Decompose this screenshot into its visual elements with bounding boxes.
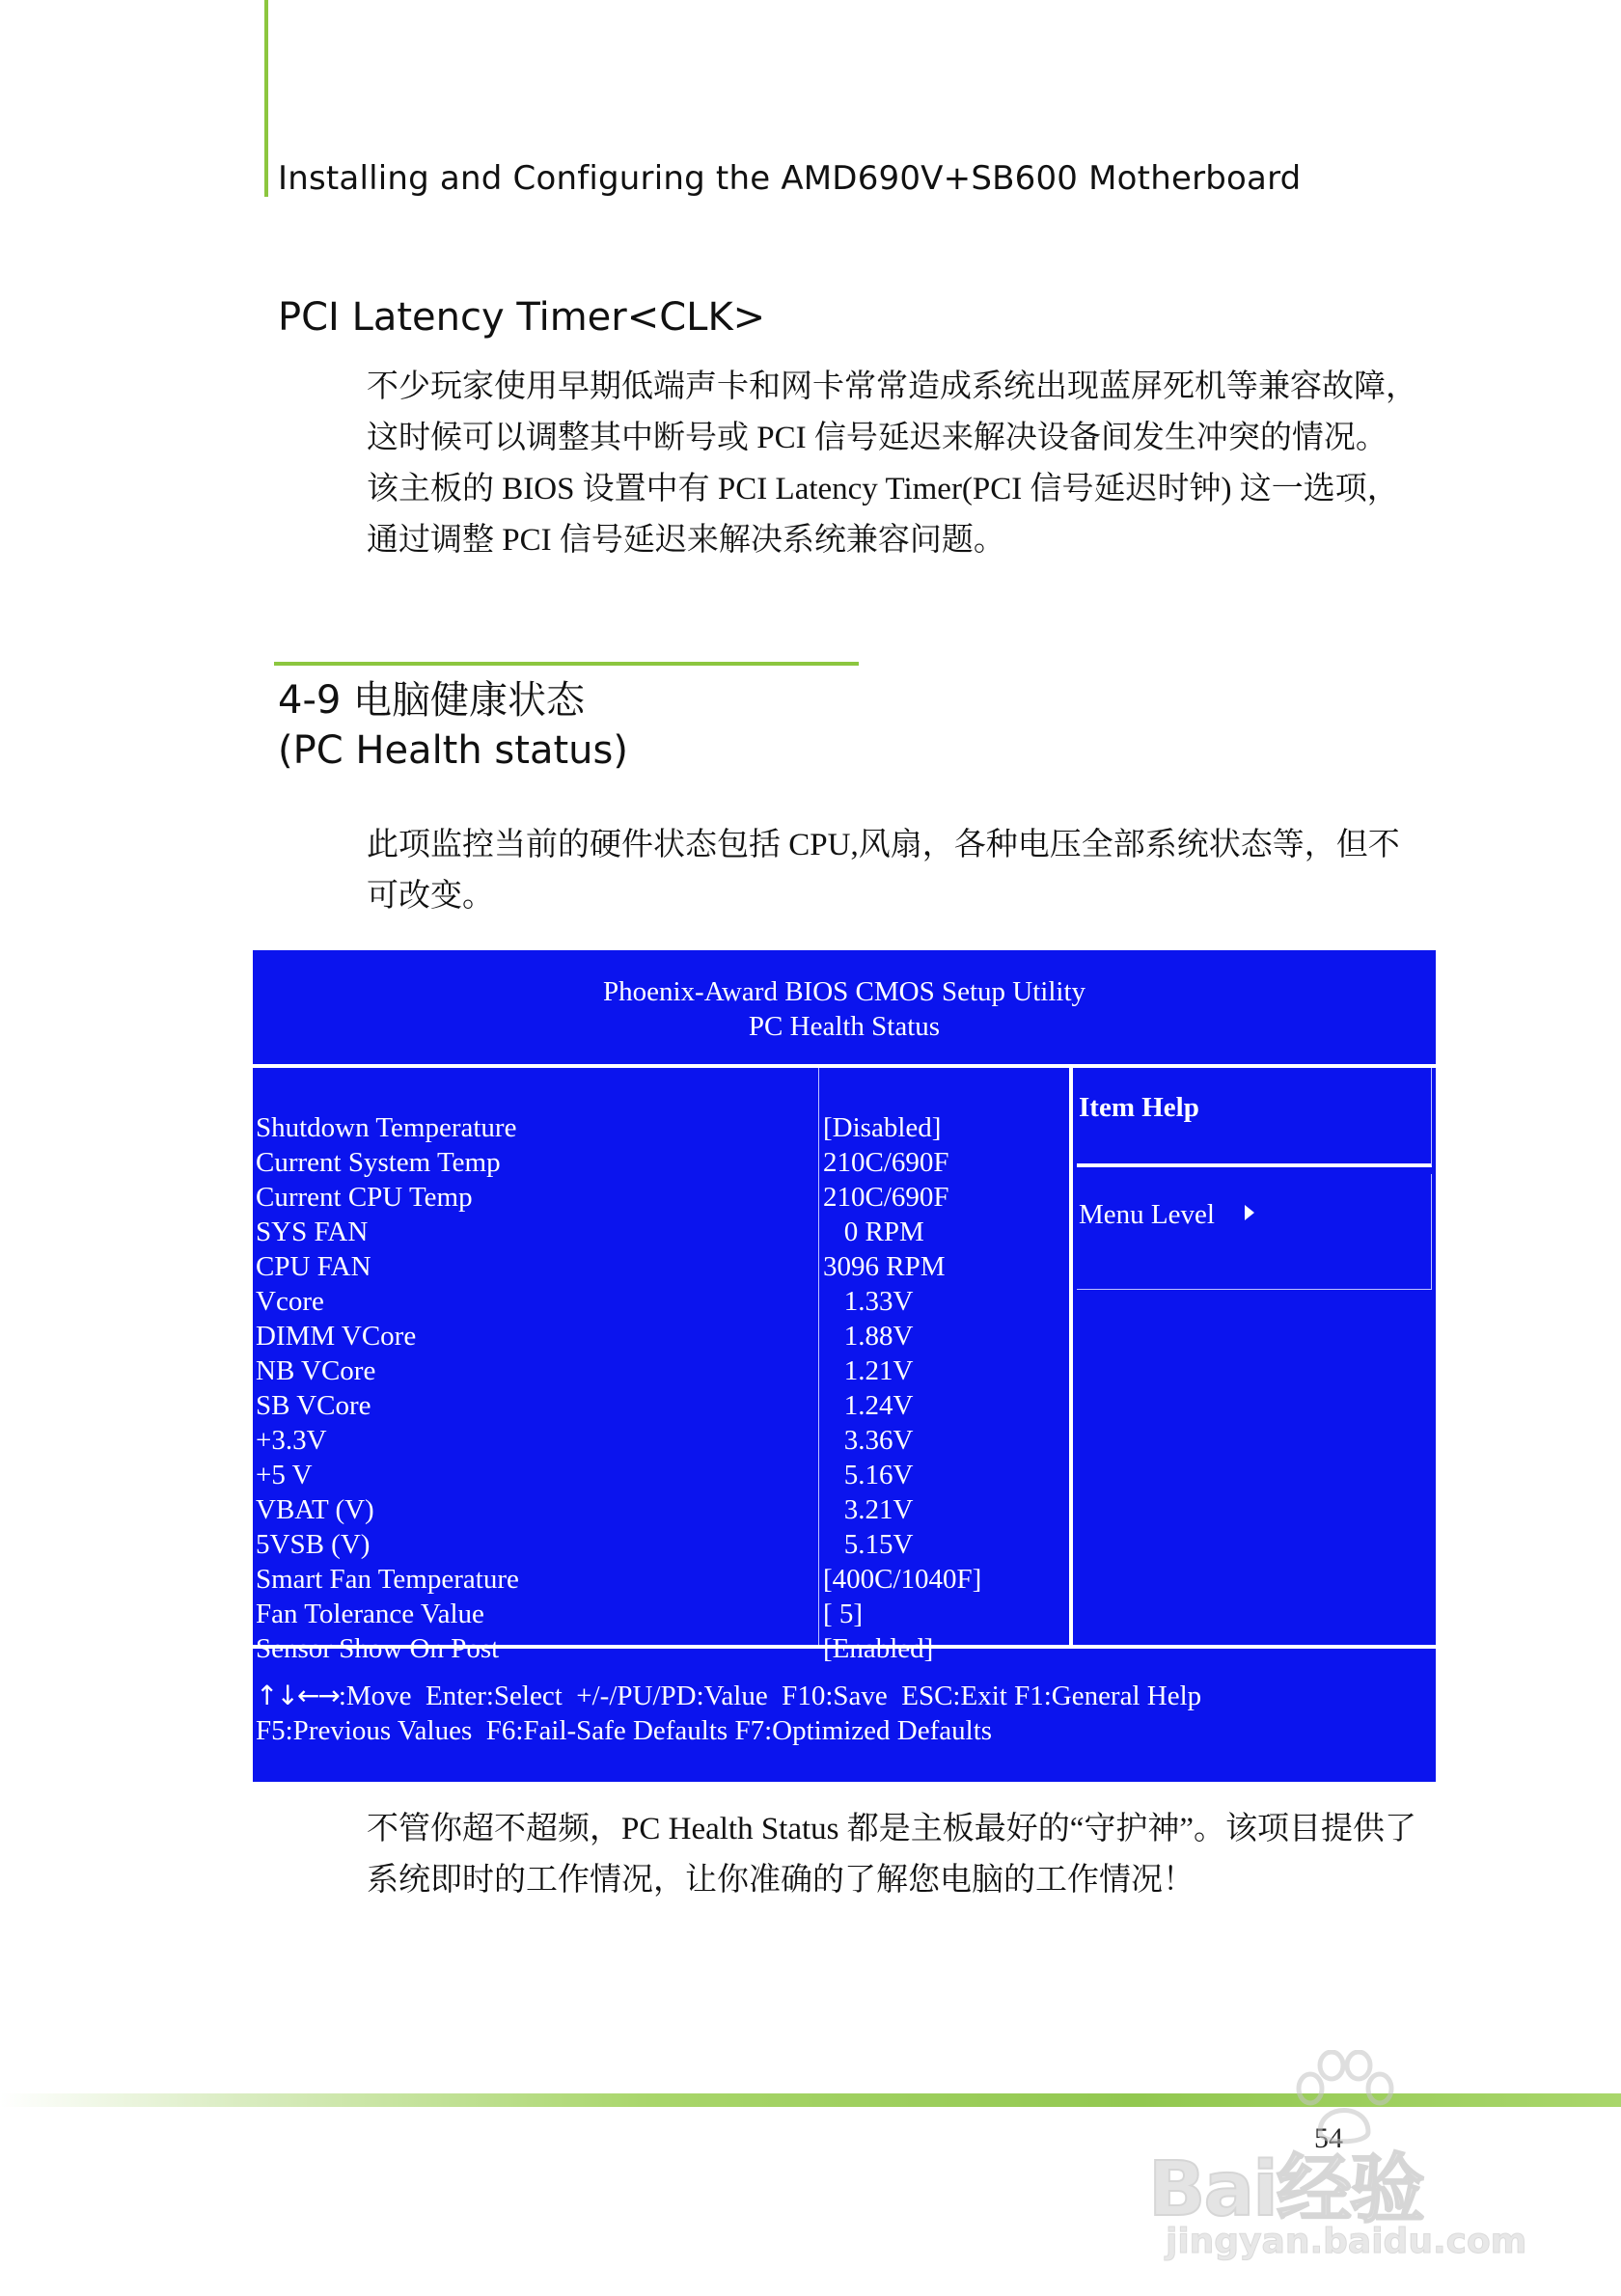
closing-paragraph: 不管你超不超频，PC Health Status 都是主板最好的“守护神”。该项目提供了系统即时的工作情况，让你准确的了解您电脑的工作情况！	[367, 1812, 1417, 1898]
bios-settings-panel	[253, 1068, 1073, 1664]
key-legend-line2: F5:Previous Values F6:Fail-Safe Defaults F7:Optimized Defaults	[256, 1715, 993, 1746]
bios-setting-values	[823, 1110, 981, 1666]
section-paragraph-health: 此项监控当前的硬件状态包括 CPU,风扇，各种电压全部系统状态等，但不可改变。	[367, 828, 1400, 914]
triangle-right-icon	[1245, 1205, 1254, 1220]
setting-label: 5VSB (V)	[256, 1529, 371, 1560]
setting-value: 3.36V	[823, 1425, 914, 1456]
setting-value: 1.33V	[823, 1286, 914, 1317]
bios-setting-labels	[256, 1110, 519, 1666]
section-heading-pci-latency: PCI Latency Timer<CLK>	[278, 295, 766, 340]
setting-value: 1.21V	[823, 1355, 914, 1386]
setting-label: +3.3V	[256, 1425, 327, 1456]
setting-value-sensor-show[interactable]: [Enabled]	[823, 1633, 934, 1664]
item-help-header	[1077, 1068, 1432, 1167]
section-heading-health-cn: 4-9 电脑健康状态	[278, 678, 586, 723]
bios-utility-title: Phoenix-Award BIOS CMOS Setup Utility	[602, 976, 1086, 1007]
setting-value-smart-fan-temperature[interactable]: [400C/1040F]	[823, 1564, 982, 1595]
setting-value: 210C/690F	[823, 1147, 949, 1178]
section-heading-health-en: (PC Health status)	[278, 728, 628, 773]
setting-label: SB VCore	[256, 1390, 371, 1421]
bios-item-help-panel	[1073, 1068, 1436, 1649]
setting-label: Smart Fan Temperature	[256, 1564, 519, 1595]
setting-value: 1.88V	[823, 1321, 914, 1352]
menu-level-label: Menu Level	[1079, 1199, 1215, 1230]
section-paragraph-pci-latency: 不少玩家使用早期低端声卡和网卡常常造成系统出现蓝屏死机等兼容故障，这时候可以调整其中断号或 PCI 信号延迟来解决设备间发生冲突的情况。该主板的 BIOS 设置中有 PCI Latency Timer(PCI 信号延迟时钟) 这一选项，通过调整 PCI 信号延迟来解决系统兼容问题。	[367, 369, 1417, 558]
baidu-watermark	[1148, 2050, 1544, 2272]
item-help-body	[1077, 1174, 1432, 1290]
setting-value: 0 RPM	[823, 1216, 924, 1247]
header-accent-bar	[264, 0, 268, 197]
item-help-title: Item Help	[1079, 1092, 1199, 1123]
setting-label: VBAT (V)	[256, 1494, 374, 1525]
setting-label: DIMM VCore	[256, 1321, 417, 1352]
bios-key-legend	[256, 1679, 1201, 1748]
section-divider	[274, 662, 859, 666]
page-number: 54	[1314, 2122, 1343, 2154]
key-legend-line1: :Move Enter:Select +/-/PU/PD:Value F10:Save ESC:Exit F1:General Help	[338, 1681, 1202, 1711]
arrow-keys-icon: ↑↓←→	[256, 1680, 339, 1711]
setting-value: 210C/690F	[823, 1182, 949, 1213]
setting-label: Sensor Show On Post	[256, 1633, 500, 1664]
setting-value: 1.24V	[823, 1390, 914, 1421]
setting-label: CPU FAN	[256, 1251, 371, 1282]
setting-value: 3.21V	[823, 1494, 914, 1525]
watermark-url: jingyan.baidu.com	[1166, 2222, 1527, 2261]
setting-value: 5.15V	[823, 1529, 914, 1560]
setting-label: SYS FAN	[256, 1216, 369, 1247]
bios-title-bar	[253, 950, 1436, 1068]
setting-label: Shutdown Temperature	[256, 1112, 517, 1143]
setting-label: Current CPU Temp	[256, 1182, 473, 1213]
setting-value: 5.16V	[823, 1460, 914, 1490]
setting-label: Fan Tolerance Value	[256, 1599, 484, 1629]
setting-label: +5 V	[256, 1460, 313, 1490]
document-title: Installing and Configuring the AMD690V+SB600 Motherboard	[278, 159, 1302, 198]
column-divider	[818, 1068, 819, 1645]
setting-label: Current System Temp	[256, 1147, 501, 1178]
setting-value-fan-tolerance[interactable]: [ 5]	[823, 1599, 864, 1629]
bios-screenshot	[253, 950, 1436, 1782]
bios-page-title: PC Health Status	[748, 1011, 941, 1042]
setting-label: NB VCore	[256, 1355, 376, 1386]
setting-value: 3096 RPM	[823, 1251, 946, 1282]
setting-value-shutdown-temperature[interactable]: [Disabled]	[823, 1112, 942, 1143]
watermark-brand: Bai经验	[1148, 2146, 1423, 2233]
setting-label: Vcore	[256, 1286, 324, 1317]
